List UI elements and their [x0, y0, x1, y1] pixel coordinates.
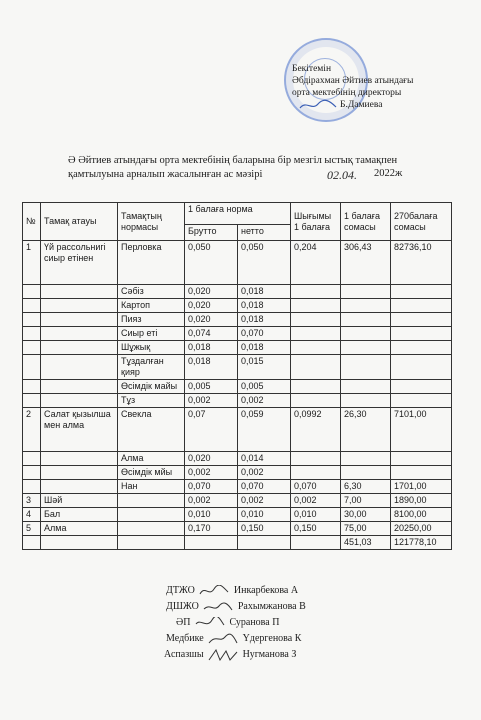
cell-sum1	[341, 313, 391, 327]
cell-num	[23, 380, 41, 394]
cell-sum270	[391, 285, 452, 299]
signature-name: Рахымжанова В	[237, 601, 306, 612]
cell-net: 0,059	[238, 408, 291, 452]
approval-line-4	[292, 99, 472, 111]
cell-sum1	[341, 355, 391, 380]
menu-table	[22, 202, 452, 550]
cell-net: 0,018	[238, 341, 291, 355]
cell-num	[23, 355, 41, 380]
cell-gross: 0,074	[185, 327, 238, 341]
cell-num: 5	[23, 522, 41, 536]
cell-dish	[41, 341, 118, 355]
signature-row	[150, 647, 410, 663]
table-row	[23, 480, 452, 494]
cell-net: 0,002	[238, 494, 291, 508]
cell-net: 0,002	[238, 466, 291, 480]
table-row	[23, 313, 452, 327]
cell-dish	[41, 327, 118, 341]
table-row	[23, 341, 452, 355]
cell-dish	[41, 394, 118, 408]
cell-sum1	[341, 466, 391, 480]
cell-gross: 0,050	[185, 241, 238, 285]
cell-expense	[291, 285, 341, 299]
cell-dish: Салат қызылша мен алма	[41, 408, 118, 452]
cell-gross: 0,010	[185, 508, 238, 522]
cell-item: Пияз	[118, 313, 185, 327]
cell-num	[23, 536, 41, 550]
cell-sum270	[391, 341, 452, 355]
cell-dish	[41, 355, 118, 380]
cell-item	[118, 508, 185, 522]
director-name: Б.Дамиева	[340, 100, 383, 110]
cell-num: 1	[23, 241, 41, 285]
table-row	[23, 299, 452, 313]
cell-sum270	[391, 394, 452, 408]
cell-expense	[291, 394, 341, 408]
header-sum1: 1 балаға сомасы	[341, 203, 391, 241]
cell-total-sum1: 451,03	[341, 536, 391, 550]
header-net: нетто	[238, 225, 291, 241]
cell-num: 4	[23, 508, 41, 522]
title-line-2: қамтылуына арналып жасалынған ас мәзірі	[68, 169, 263, 180]
cell-sum270	[391, 327, 452, 341]
cell-dish	[41, 285, 118, 299]
cell-gross: 0,002	[185, 466, 238, 480]
cell-num	[23, 480, 41, 494]
cell-net: 0,002	[238, 394, 291, 408]
cell-item: Шұжық	[118, 341, 185, 355]
cell-expense	[291, 536, 341, 550]
table-row	[23, 355, 452, 380]
cell-sum1: 26,30	[341, 408, 391, 452]
cell-dish	[41, 380, 118, 394]
table-row	[23, 380, 452, 394]
cell-sum270	[391, 452, 452, 466]
cell-net: 0,015	[238, 355, 291, 380]
cell-num: 2	[23, 408, 41, 452]
header-num: №	[23, 203, 41, 241]
cell-sum1	[341, 452, 391, 466]
table-row	[23, 394, 452, 408]
cell-expense: 0,150	[291, 522, 341, 536]
cell-sum270	[391, 466, 452, 480]
handwritten-date: 02.04.	[327, 168, 357, 182]
cell-sum270: 20250,00	[391, 522, 452, 536]
table-row	[23, 285, 452, 299]
cell-item: Өсімдік мйы	[118, 466, 185, 480]
table-row	[23, 494, 452, 508]
cell-num: 3	[23, 494, 41, 508]
cell-gross: 0,020	[185, 313, 238, 327]
cell-sum1	[341, 285, 391, 299]
cell-net: 0,070	[238, 327, 291, 341]
approval-line-1: Бекітемін	[292, 64, 332, 74]
cell-sum1	[341, 327, 391, 341]
handwritten-signature	[199, 585, 229, 597]
cell-item: Тұздалған қияр	[118, 355, 185, 380]
cell-expense	[291, 452, 341, 466]
cell-num	[23, 313, 41, 327]
cell-num	[23, 452, 41, 466]
cell-item: Алма	[118, 452, 185, 466]
cell-dish	[41, 452, 118, 466]
approval-block	[292, 63, 472, 111]
cell-net	[238, 536, 291, 550]
signature-role: ДТЖО	[166, 585, 195, 596]
table-row	[23, 466, 452, 480]
cell-expense	[291, 299, 341, 313]
cell-gross: 0,020	[185, 452, 238, 466]
document-title	[68, 154, 468, 182]
cell-net: 0,070	[238, 480, 291, 494]
cell-gross: 0,018	[185, 355, 238, 380]
cell-gross: 0,002	[185, 394, 238, 408]
cell-net: 0,010	[238, 508, 291, 522]
table-row	[23, 327, 452, 341]
handwritten-signature	[195, 617, 225, 629]
cell-num	[23, 466, 41, 480]
cell-item: Свекла	[118, 408, 185, 452]
cell-dish: Үй рассольнигі сиыр етінен	[41, 241, 118, 285]
cell-dish	[41, 480, 118, 494]
signature-row	[150, 631, 410, 647]
cell-expense	[291, 466, 341, 480]
cell-sum270	[391, 380, 452, 394]
handwritten-signature	[208, 649, 238, 661]
signature-row	[150, 599, 410, 615]
cell-gross: 0,070	[185, 480, 238, 494]
cell-dish: Шәй	[41, 494, 118, 508]
cell-gross: 0,018	[185, 341, 238, 355]
approval-line-3: орта мектебінің директоры	[292, 88, 402, 98]
table-row	[23, 452, 452, 466]
cell-expense: 0,010	[291, 508, 341, 522]
cell-sum1: 7,00	[341, 494, 391, 508]
cell-sum270: 8100,00	[391, 508, 452, 522]
cell-item: Нан	[118, 480, 185, 494]
signature-row	[150, 583, 410, 599]
signature-role: Медбике	[166, 633, 204, 644]
signature-role: Аспазшы	[164, 649, 204, 660]
table-header-row	[23, 203, 452, 225]
cell-expense	[291, 313, 341, 327]
handwritten-signature	[203, 601, 233, 613]
signature-block	[150, 583, 410, 663]
cell-expense: 0,0992	[291, 408, 341, 452]
header-norm: Тамақтың нормасы	[118, 203, 185, 241]
header-dish: Тамақ атауы	[41, 203, 118, 241]
cell-sum270: 7101,00	[391, 408, 452, 452]
cell-item	[118, 536, 185, 550]
cell-gross: 0,170	[185, 522, 238, 536]
signature-role: ӘП	[176, 617, 191, 628]
signature-role: ДШЖО	[166, 601, 199, 612]
table-total-row	[23, 536, 452, 550]
cell-expense	[291, 327, 341, 341]
cell-net: 0,018	[238, 299, 291, 313]
signature-name: Үдергенова К	[242, 633, 302, 644]
cell-sum1: 30,00	[341, 508, 391, 522]
signature-name: Суранова П	[229, 617, 280, 628]
table-row	[23, 508, 452, 522]
cell-expense	[291, 341, 341, 355]
cell-sum1: 306,43	[341, 241, 391, 285]
cell-sum1	[341, 341, 391, 355]
cell-item: Сәбіз	[118, 285, 185, 299]
title-line-1: Ә Әйтиев атындағы орта мектебінің баларына бір мезгіл ыстық тамақпен	[68, 155, 398, 166]
cell-total-sum270: 121778,10	[391, 536, 452, 550]
cell-gross: 0,002	[185, 494, 238, 508]
header-expense: Шығымы 1 балаға	[291, 203, 341, 241]
cell-num	[23, 285, 41, 299]
cell-expense: 0,070	[291, 480, 341, 494]
cell-sum1	[341, 299, 391, 313]
cell-sum1: 75,00	[341, 522, 391, 536]
cell-net: 0,018	[238, 313, 291, 327]
cell-expense: 0,002	[291, 494, 341, 508]
cell-net: 0,005	[238, 380, 291, 394]
cell-gross: 0,005	[185, 380, 238, 394]
approval-line-2: Әбдірахман Әйтиев атындағы	[292, 76, 414, 86]
cell-num	[23, 299, 41, 313]
cell-sum1	[341, 394, 391, 408]
cell-num	[23, 341, 41, 355]
cell-item: Сиыр еті	[118, 327, 185, 341]
cell-gross	[185, 536, 238, 550]
table-row	[23, 241, 452, 285]
cell-dish: Алма	[41, 522, 118, 536]
cell-sum270	[391, 299, 452, 313]
cell-sum270: 1701,00	[391, 480, 452, 494]
cell-expense	[291, 380, 341, 394]
header-per-child: 1 балаға норма	[185, 203, 291, 225]
cell-expense: 0,204	[291, 241, 341, 285]
cell-net: 0,018	[238, 285, 291, 299]
director-signature	[298, 99, 338, 111]
cell-net: 0,150	[238, 522, 291, 536]
cell-item	[118, 494, 185, 508]
cell-num	[23, 327, 41, 341]
document-year: 2022ж	[374, 168, 403, 179]
cell-gross: 0,020	[185, 285, 238, 299]
cell-item: Картоп	[118, 299, 185, 313]
cell-sum1: 6,30	[341, 480, 391, 494]
header-gross: Брутто	[185, 225, 238, 241]
cell-item: Тұз	[118, 394, 185, 408]
cell-item	[118, 522, 185, 536]
cell-sum270: 82736,10	[391, 241, 452, 285]
cell-dish	[41, 466, 118, 480]
signature-row	[150, 615, 410, 631]
table-row	[23, 408, 452, 452]
cell-dish	[41, 299, 118, 313]
cell-gross: 0,07	[185, 408, 238, 452]
cell-sum270	[391, 355, 452, 380]
table-row	[23, 522, 452, 536]
cell-sum270: 1890,00	[391, 494, 452, 508]
signature-name: Нугманова З	[242, 649, 297, 660]
cell-dish: Бал	[41, 508, 118, 522]
cell-dish	[41, 313, 118, 327]
header-sum270: 270балаға сомасы	[391, 203, 452, 241]
cell-sum270	[391, 313, 452, 327]
cell-item: Өсімдік майы	[118, 380, 185, 394]
cell-net: 0,014	[238, 452, 291, 466]
cell-sum1	[341, 380, 391, 394]
cell-gross: 0,020	[185, 299, 238, 313]
cell-expense	[291, 355, 341, 380]
signature-name: Инкарбекова А	[233, 585, 299, 596]
cell-num	[23, 394, 41, 408]
handwritten-signature	[208, 633, 238, 645]
cell-net: 0,050	[238, 241, 291, 285]
cell-item: Перловка	[118, 241, 185, 285]
cell-dish	[41, 536, 118, 550]
